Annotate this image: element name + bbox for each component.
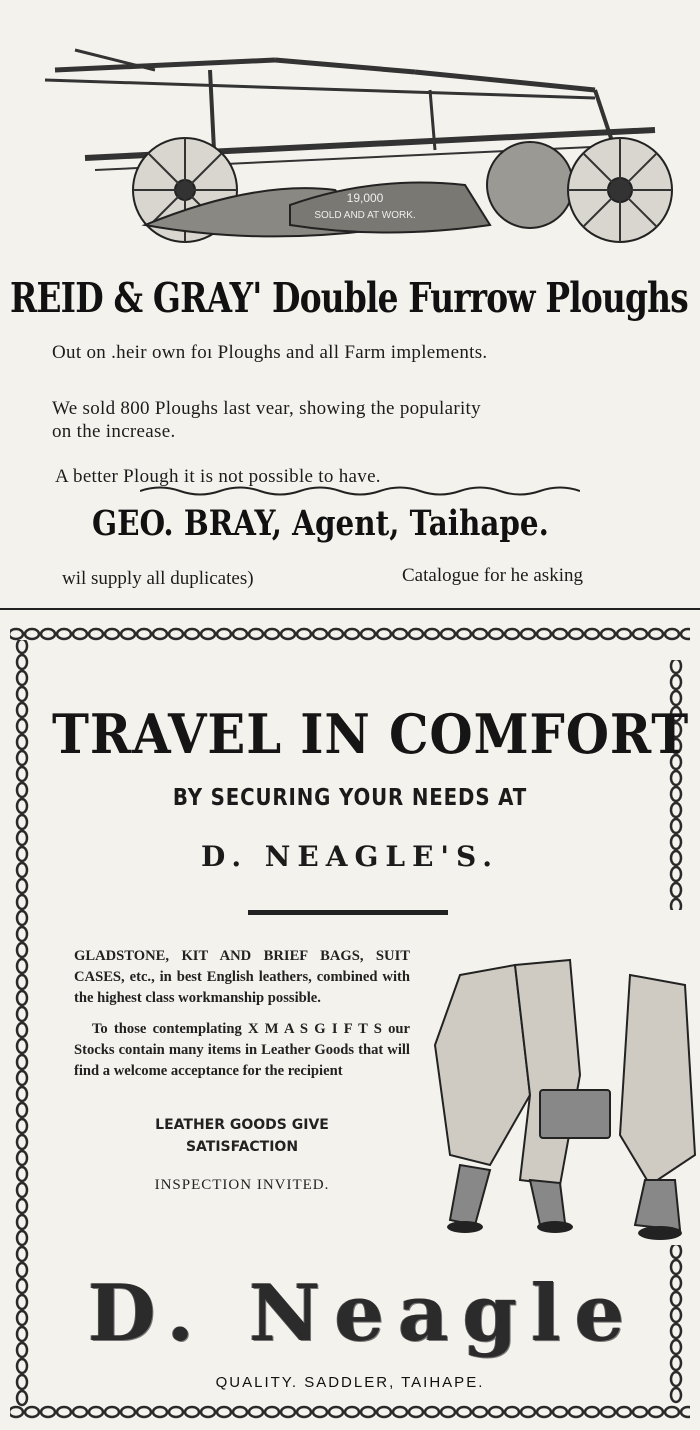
border-link — [17, 1247, 27, 1261]
border-link — [585, 1407, 599, 1417]
border-link — [89, 629, 103, 639]
neagle-big-name: D. Neagle — [88, 1268, 639, 1359]
border-link — [671, 899, 681, 910]
border-link — [671, 771, 681, 785]
border-link — [105, 1407, 119, 1417]
border-link — [249, 629, 263, 639]
border-link — [17, 1359, 27, 1373]
border-link — [17, 1231, 27, 1245]
border-link — [671, 787, 681, 801]
border-link — [17, 991, 27, 1005]
border-link — [137, 1407, 151, 1417]
border-link — [671, 1260, 681, 1274]
border-link — [17, 1343, 27, 1357]
border-link — [671, 1324, 681, 1338]
border-link — [441, 1407, 455, 1417]
border-link — [345, 1407, 359, 1417]
border-link — [201, 1407, 215, 1417]
border-link — [649, 1407, 663, 1417]
neagle-paragraph-1: GLADSTONE, KIT AND BRIEF BAGS, SUIT CASES, etc., in best English leathers, combined with the highest class workmanship possible. — [74, 948, 410, 1006]
border-link — [17, 1183, 27, 1197]
border-link — [265, 1407, 279, 1417]
border-link — [17, 879, 27, 893]
border-link — [153, 1407, 167, 1417]
border-link — [671, 1308, 681, 1322]
border-link — [17, 1039, 27, 1053]
plough-line-2b: on the increase. — [52, 421, 176, 442]
border-link — [17, 815, 27, 829]
border-link — [17, 735, 27, 749]
short-rule — [248, 910, 448, 915]
border-link — [185, 629, 199, 639]
border-link — [17, 703, 27, 717]
catalogue-note: Catalogue for he asking — [402, 565, 583, 586]
border-link — [393, 629, 407, 639]
border-link — [473, 629, 487, 639]
border-link — [17, 783, 27, 797]
border-link — [17, 1167, 27, 1181]
ornamental-border-top — [10, 622, 690, 646]
border-link — [17, 640, 27, 653]
border-link — [297, 629, 311, 639]
border-link — [265, 629, 279, 639]
border-link — [409, 1407, 423, 1417]
border-link — [17, 1087, 27, 1101]
border-link — [281, 629, 295, 639]
plough-line-1: Out on .heir own foı Ploughs and all Farm implements. — [52, 342, 488, 363]
border-link — [671, 819, 681, 833]
plough-illustration — [35, 10, 675, 255]
border-link — [169, 629, 183, 639]
border-link — [17, 1119, 27, 1133]
border-link — [425, 629, 439, 639]
border-link — [585, 629, 599, 639]
border-link — [10, 629, 23, 639]
border-link — [185, 1407, 199, 1417]
agent-line: GEO. BRAY, Agent, Taihape. — [92, 503, 549, 544]
border-link — [457, 1407, 471, 1417]
border-link — [601, 629, 615, 639]
border-link — [217, 629, 231, 639]
border-link — [17, 1391, 27, 1405]
plough-headline: REID & GRAY' Double Furrow Ploughs — [10, 274, 688, 322]
border-link — [153, 629, 167, 639]
border-link — [313, 1407, 327, 1417]
border-link — [17, 1263, 27, 1277]
border-link — [41, 1407, 55, 1417]
border-link — [671, 1356, 681, 1370]
border-link — [17, 927, 27, 941]
border-link — [17, 959, 27, 973]
border-link — [233, 629, 247, 639]
border-link — [681, 1407, 690, 1417]
border-link — [17, 895, 27, 909]
border-link — [671, 1276, 681, 1290]
neagle-subheadline: BY SECURING YOUR NEEDS AT — [172, 785, 528, 811]
border-link — [393, 1407, 407, 1417]
border-link — [137, 629, 151, 639]
border-link — [17, 911, 27, 925]
border-link — [489, 1407, 503, 1417]
border-link — [17, 1103, 27, 1117]
border-link — [57, 1407, 71, 1417]
border-link — [671, 660, 681, 673]
border-link — [17, 767, 27, 781]
ad-divider — [0, 608, 700, 610]
border-link — [553, 629, 567, 639]
border-link — [521, 629, 535, 639]
border-link — [17, 943, 27, 957]
ornamental-border-left — [10, 640, 34, 1410]
border-link — [361, 629, 375, 639]
border-link — [105, 629, 119, 639]
border-link — [671, 1292, 681, 1306]
border-link — [121, 629, 135, 639]
border-link — [633, 1407, 647, 1417]
border-link — [233, 1407, 247, 1417]
plough-line-3: A better Plough it is not possible to have. — [55, 466, 381, 487]
slogan-line-1: LEATHER GOODS GIVE — [155, 1117, 329, 1133]
plough-line-2a: We sold 800 Ploughs last vear, showing the popularity — [52, 398, 481, 419]
border-link — [89, 1407, 103, 1417]
border-link — [17, 687, 27, 701]
border-link — [505, 629, 519, 639]
border-link — [17, 1135, 27, 1149]
border-link — [681, 629, 690, 639]
border-link — [361, 1407, 375, 1417]
border-link — [505, 1407, 519, 1417]
border-link — [17, 1311, 27, 1325]
border-link — [17, 975, 27, 989]
border-link — [17, 655, 27, 669]
border-link — [425, 1407, 439, 1417]
border-link — [17, 1279, 27, 1293]
border-link — [17, 1327, 27, 1341]
border-link — [671, 1340, 681, 1354]
border-link — [377, 629, 391, 639]
badge-number: 19,000 — [346, 191, 384, 205]
border-link — [489, 629, 503, 639]
border-link — [671, 675, 681, 689]
neagle-headline: TRAVEL IN COMFORT — [52, 702, 690, 766]
border-link — [169, 1407, 183, 1417]
border-link — [601, 1407, 615, 1417]
border-link — [17, 1215, 27, 1229]
border-link — [521, 1407, 535, 1417]
neagle-footer: QUALITY. SADDLER, TAIHAPE. — [215, 1374, 485, 1391]
border-link — [473, 1407, 487, 1417]
border-link — [665, 629, 679, 639]
border-link — [57, 629, 71, 639]
border-link — [537, 1407, 551, 1417]
border-link — [409, 629, 423, 639]
neagle-shop-name: D. NEAGLE'S. — [201, 840, 499, 873]
border-link — [17, 1295, 27, 1309]
border-link — [17, 1055, 27, 1069]
border-link — [217, 1407, 231, 1417]
border-link — [665, 1407, 679, 1417]
border-link — [17, 799, 27, 813]
border-link — [537, 629, 551, 639]
wavy-rule — [140, 482, 580, 500]
border-link — [633, 629, 647, 639]
border-link — [41, 629, 55, 639]
neagle-paragraph-2: To those contemplating X M A S G I F T S our Stocks contain many items in Leather Goods that will find a welcome acceptance for the recipient — [74, 1021, 410, 1079]
border-link — [121, 1407, 135, 1417]
border-link — [569, 1407, 583, 1417]
border-link — [329, 1407, 343, 1417]
border-link — [553, 1407, 567, 1417]
border-link — [201, 629, 215, 639]
border-link — [25, 629, 39, 639]
border-link — [617, 1407, 631, 1417]
border-link — [457, 629, 471, 639]
border-link — [281, 1407, 295, 1417]
neagle-body — [74, 946, 410, 1082]
border-link — [17, 751, 27, 765]
border-link — [17, 1071, 27, 1085]
ornamental-border-bottom — [10, 1400, 690, 1424]
border-link — [17, 1023, 27, 1037]
duplicates-note: wil supply all duplicates) — [62, 568, 254, 589]
slogan-line-2: SATISFACTION — [185, 1139, 299, 1155]
inspection-invited: INSPECTION INVITED. — [154, 1177, 330, 1193]
border-link — [569, 629, 583, 639]
border-link — [345, 629, 359, 639]
border-link — [671, 803, 681, 817]
border-link — [249, 1407, 263, 1417]
border-link — [313, 629, 327, 639]
border-link — [671, 883, 681, 897]
border-link — [649, 629, 663, 639]
border-link — [17, 1199, 27, 1213]
border-link — [329, 629, 343, 639]
border-link — [17, 671, 27, 685]
badge-caption: SOLD AND AT WORK. — [314, 210, 416, 221]
border-link — [671, 1245, 681, 1258]
travellers-illustration — [420, 955, 700, 1245]
border-link — [17, 719, 27, 733]
border-link — [17, 1151, 27, 1165]
border-link — [377, 1407, 391, 1417]
border-link — [441, 629, 455, 639]
border-link — [73, 629, 87, 639]
border-link — [73, 1407, 87, 1417]
border-link — [17, 1007, 27, 1021]
border-link — [617, 629, 631, 639]
border-link — [297, 1407, 311, 1417]
